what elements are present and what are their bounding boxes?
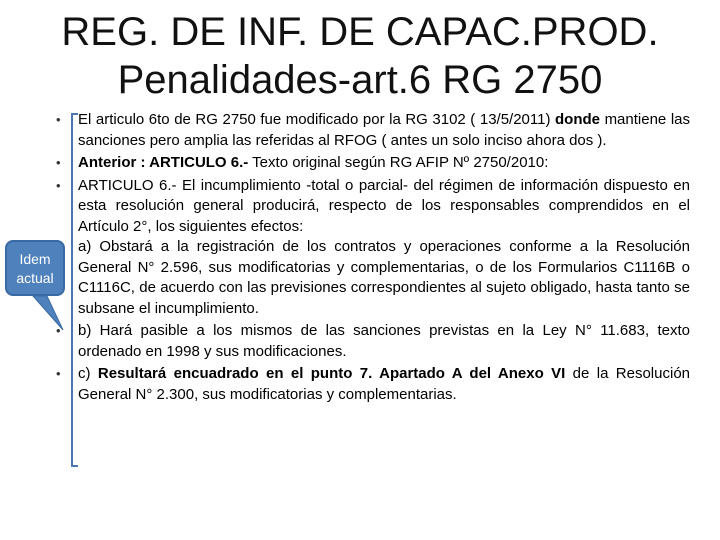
bullet-marker: •	[56, 323, 61, 338]
item-text: c)	[78, 365, 98, 382]
item-text: El articulo 6to de RG 2750 fue modificado por la RG 3102 ( 13/5/2011)	[78, 111, 556, 128]
bullet-marker: •	[56, 177, 61, 193]
bullet-marker: •	[56, 366, 61, 381]
list-item	[40, 321, 690, 362]
item-paragraph-a: a) Obstará a la registración de los contratos y operaciones conforme a la Resolución General N° 2.596, sus modificatorias y complementarias, o de los Formularios C1116B o C1116C, de acuerdo con las previsiones correspondientes al sujeto obligado, hasta tanto se subsane el incumplimiento.	[78, 238, 690, 317]
list-item	[40, 176, 690, 320]
callout-line-1: Idem	[19, 251, 51, 267]
item-paragraph: b) Hará pasible a los mismos de las sanciones previstas en la Ley N° 11.683, texto ordenado en 1998 y sus modificaciones.	[78, 322, 690, 360]
bullet-list	[40, 110, 690, 405]
list-item	[40, 364, 690, 405]
title-line-2: Penalidades-art.6 RG 2750	[117, 58, 603, 102]
callout-line-2: actual	[16, 270, 54, 286]
item-paragraph	[78, 110, 690, 151]
item-text-continued: mantiene las sanciones pero amplia las referidas al RFOG ( antes un solo inciso ahora dos ).	[78, 111, 690, 149]
item-text: Texto original según RG AFIP Nº 2750/2010:	[248, 154, 549, 171]
item-paragraph	[78, 364, 690, 405]
item-bold-text: Anterior : ARTICULO 6.-	[78, 154, 249, 171]
item-paragraph: ARTICULO 6.- El incumplimiento -total o parcial- del régimen de información dispuesto en esta resolución general producirá, respecto de los responsables comprendidos en el Artículo 2°, los siguientes efectos:	[78, 176, 690, 235]
item-bold-text: donde	[555, 111, 601, 128]
item-paragraph	[78, 153, 690, 174]
item-bold-text: Resultará encuadrado en el punto 7. Apartado A del Anexo VI	[97, 365, 566, 382]
item-text-continued: de la Resolución General N° 2.300, sus modificatorias y complementarias.	[78, 365, 691, 403]
bullet-marker: •	[56, 155, 61, 170]
bullet-marker: •	[56, 112, 61, 127]
list-item	[40, 110, 690, 151]
title-line-1: REG. DE INF. DE CAPAC.PROD.	[61, 10, 659, 54]
slide-title	[0, 8, 720, 104]
list-item	[40, 153, 690, 174]
